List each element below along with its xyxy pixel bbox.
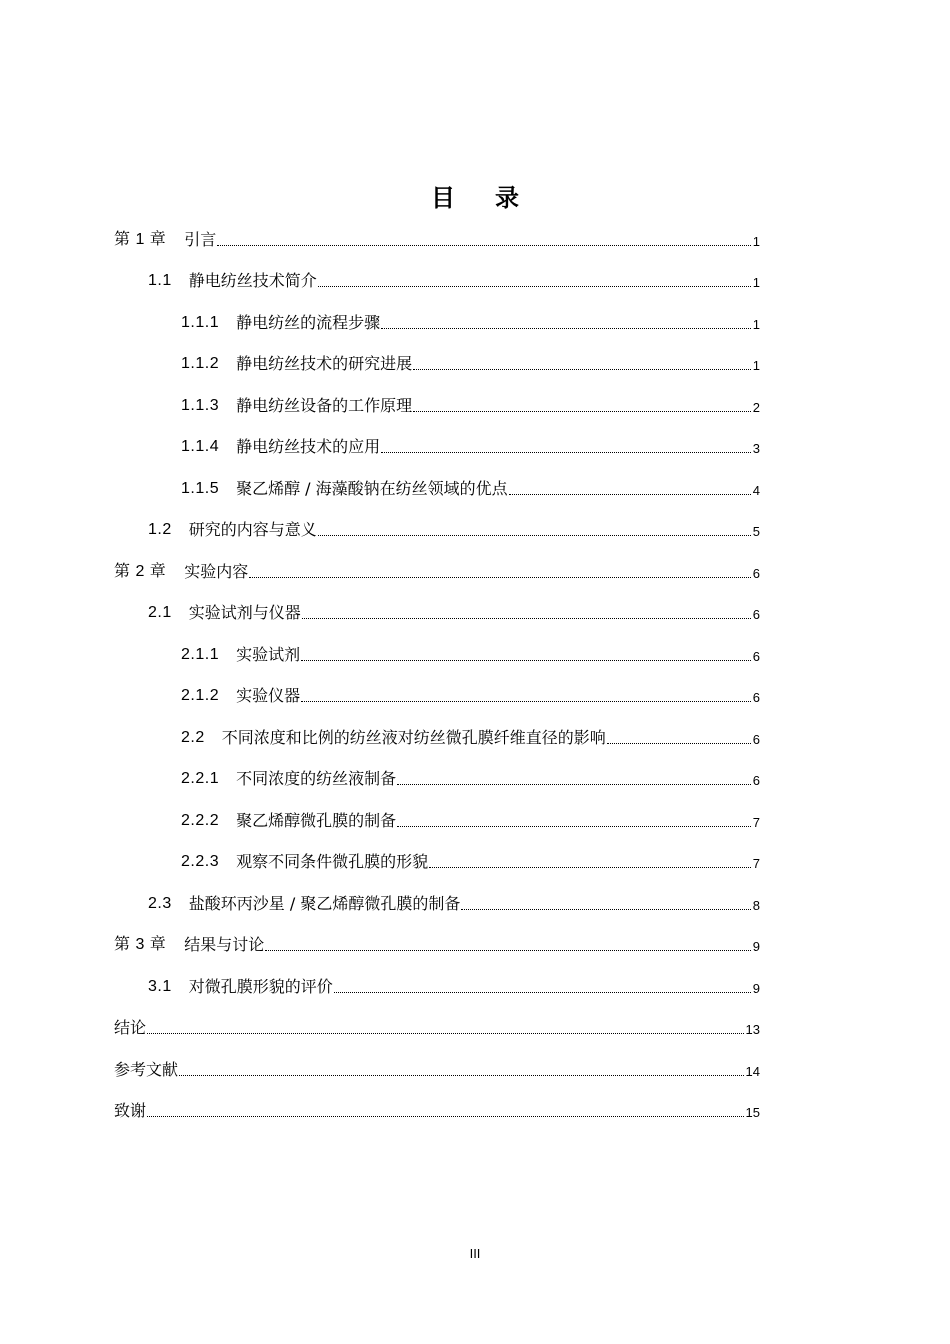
dot-leader (509, 494, 751, 495)
toc-entry-page: 6 (752, 690, 760, 705)
toc-entry-text: 观察不同条件微孔膜的形貌 (236, 852, 429, 871)
toc-entry-page: 3 (752, 441, 760, 456)
toc-entry-number: 第 1 章 (114, 231, 167, 248)
dot-leader (461, 909, 750, 910)
toc-entry-2-1-1[interactable] (181, 642, 760, 666)
toc-entry-number: 1.1.1 (181, 314, 220, 331)
toc-entry-page: 6 (752, 773, 760, 788)
toc-entry-chapter-1[interactable] (114, 227, 760, 251)
dot-leader (265, 950, 750, 951)
toc-entry-page: 1 (752, 275, 760, 290)
toc-entry-number: 1.1.2 (181, 355, 220, 372)
toc-entry-text: 聚乙烯醇微孔膜的制备 (236, 811, 397, 830)
dot-leader (429, 867, 751, 868)
toc-entry-text: 不同浓度和比例的纺丝液对纺丝微孔膜纤维直径的影响 (221, 728, 606, 747)
toc-entry-text: 实验试剂与仪器 (188, 603, 301, 622)
toc-entry-1-1-2[interactable] (181, 351, 760, 375)
dot-leader (607, 743, 751, 744)
toc-entry-2-1-2[interactable] (181, 683, 760, 707)
dot-leader (302, 618, 751, 619)
toc-entry-chapter-3[interactable] (114, 932, 760, 956)
toc-entry-1-1[interactable] (148, 268, 760, 292)
toc-entry-page: 6 (752, 732, 760, 747)
toc-entry-page: 9 (752, 981, 760, 996)
toc-entry-text: 研究的内容与意义 (188, 520, 317, 539)
toc-entry-page: 6 (752, 607, 760, 622)
toc-entry-text: 静电纺丝技术简介 (188, 271, 317, 290)
toc-entry-number: 1.2 (148, 521, 172, 538)
toc-entry-text: 参考文献 (114, 1060, 179, 1079)
toc-entry-text: 实验内容 (184, 562, 249, 581)
toc-entry-text: 静电纺丝技术的研究进展 (236, 354, 413, 373)
toc-entry-number: 2.2.3 (181, 853, 220, 870)
toc-entry-conclusion[interactable] (114, 1015, 760, 1039)
dot-leader (334, 992, 751, 993)
toc-entry-text: 静电纺丝设备的工作原理 (236, 396, 413, 415)
dot-leader (147, 1116, 744, 1117)
toc-entry-3-1[interactable] (148, 974, 760, 998)
toc-entry-number: 1.1 (148, 272, 172, 289)
toc-entry-page: 1 (752, 317, 760, 332)
toc-entry-number: 第 2 章 (114, 563, 167, 580)
dot-leader (301, 701, 751, 702)
toc-entry-page: 6 (752, 649, 760, 664)
toc-entry-number: 2.2 (181, 729, 205, 746)
toc-entry-page: 8 (752, 898, 760, 913)
toc-entry-1-1-4[interactable] (181, 434, 760, 458)
dot-leader (381, 328, 751, 329)
toc-entry-page: 7 (752, 856, 760, 871)
toc-entry-number: 2.2.1 (181, 770, 220, 787)
toc-entry-text: 不同浓度的纺丝液制备 (236, 769, 397, 788)
toc-entry-page: 14 (745, 1064, 760, 1079)
toc-entry-text: 实验试剂 (236, 645, 301, 664)
toc-entry-text: 结论 (114, 1018, 147, 1037)
dot-leader (397, 826, 751, 827)
toc-entry-page: 1 (752, 358, 760, 373)
toc-entry-text: 聚乙烯醇 / 海藻酸钠在纺丝领域的优点 (236, 479, 508, 498)
toc-entry-text: 实验仪器 (236, 686, 301, 705)
toc-entry-number: 2.3 (148, 895, 172, 912)
dot-leader (301, 660, 751, 661)
dot-leader (318, 286, 751, 287)
toc-entry-page: 9 (752, 939, 760, 954)
toc-entry-2-2-1[interactable] (181, 766, 760, 790)
toc-entry-2-2[interactable] (181, 725, 760, 749)
toc-entry-text: 致谢 (114, 1101, 147, 1120)
toc-entry-number: 2.1 (148, 604, 172, 621)
dot-leader (249, 577, 750, 578)
toc-entry-number: 2.1.1 (181, 646, 220, 663)
toc-entry-page: 2 (752, 400, 760, 415)
footer-page-number: III (469, 1246, 481, 1261)
toc-entry-2-2-3[interactable] (181, 849, 760, 873)
dot-leader (217, 245, 750, 246)
page-title: 目录 (431, 184, 559, 212)
toc-entry-1-1-1[interactable] (181, 310, 760, 334)
toc-entry-number: 1.1.3 (181, 397, 220, 414)
toc-entry-text: 对微孔膜形貌的评价 (188, 977, 333, 996)
dot-leader (397, 784, 751, 785)
toc-entry-number: 第 3 章 (114, 936, 167, 953)
toc-entry-text: 静电纺丝技术的应用 (236, 437, 381, 456)
dot-leader (381, 452, 751, 453)
toc-entry-text: 盐酸环丙沙星 / 聚乙烯醇微孔膜的制备 (188, 894, 461, 913)
toc-entry-page: 15 (745, 1105, 760, 1120)
toc-entry-2-3[interactable] (148, 891, 760, 915)
toc-entry-text: 静电纺丝的流程步骤 (236, 313, 381, 332)
toc-entry-number: 2.2.2 (181, 812, 220, 829)
toc-entry-number: 1.1.5 (181, 480, 220, 497)
toc-entry-text: 引言 (184, 230, 217, 249)
toc-entry-page: 13 (745, 1022, 760, 1037)
toc-entry-page: 5 (752, 524, 760, 539)
toc-entry-acknowledgements[interactable] (114, 1098, 760, 1122)
toc-entry-number: 1.1.4 (181, 438, 220, 455)
dot-leader (318, 535, 751, 536)
toc-entry-1-1-5[interactable] (181, 476, 760, 500)
toc-entry-page: 4 (752, 483, 760, 498)
toc-entry-page: 1 (752, 234, 760, 249)
toc-entry-number: 3.1 (148, 978, 172, 995)
toc-entry-page: 7 (752, 815, 760, 830)
toc-entry-page: 6 (752, 566, 760, 581)
toc-entry-number: 2.1.2 (181, 687, 220, 704)
toc-entry-references[interactable] (114, 1057, 760, 1081)
dot-leader (413, 411, 751, 412)
toc-entry-chapter-2[interactable] (114, 559, 760, 583)
toc-entry-1-2[interactable] (148, 517, 760, 541)
toc-entry-1-1-3[interactable] (181, 393, 760, 417)
dot-leader (147, 1033, 744, 1034)
toc-entry-2-1[interactable] (148, 600, 760, 624)
dot-leader (413, 369, 751, 370)
toc-entry-text: 结果与讨论 (184, 935, 265, 954)
dot-leader (179, 1075, 744, 1076)
toc-entry-2-2-2[interactable] (181, 808, 760, 832)
